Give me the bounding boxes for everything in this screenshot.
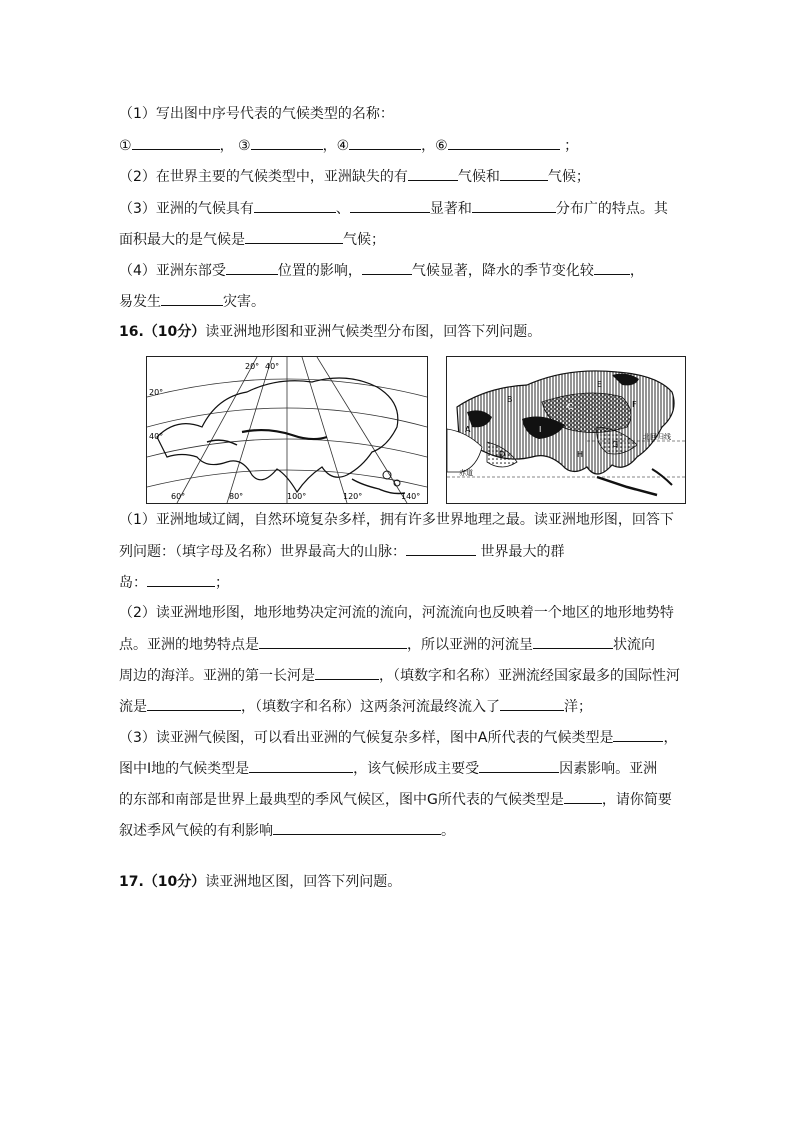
q17-heading	[119, 872, 401, 892]
q15-part4-cont: 易发生 灾害。	[119, 291, 265, 312]
blank-largest-archipelago[interactable]	[147, 572, 215, 587]
map1-bottom-label-0: 60°	[171, 492, 186, 501]
blank-longest-river[interactable]	[315, 665, 379, 680]
climate-label-g: G	[612, 440, 619, 449]
map1-bottom-label-4: 140°	[401, 492, 421, 501]
q16-part3-line1: （3）读亚洲气候图，可以看出亚洲的气候复杂多样，图中A所代表的气候类型是 ，	[119, 727, 677, 748]
q16-part2-line2: 点。亚洲的地势特点是 ，所以亚洲的河流呈 状流向	[119, 634, 655, 655]
blank-feature-3[interactable]	[472, 198, 556, 213]
q15-part3-cont: 面积最大的是气候是 气候；	[119, 229, 385, 250]
marker-6: ⑥	[435, 138, 448, 154]
blank-ocean[interactable]	[500, 696, 564, 711]
blank-river-pattern[interactable]	[533, 634, 613, 649]
map1-left-label-1: 40°	[149, 432, 164, 441]
topography-map-graphic	[147, 357, 427, 503]
climate-label-c: C	[567, 402, 573, 411]
climate-label-b: B	[507, 395, 513, 404]
q16-part1-line2: 列问题：（填字母及名称）世界最高大的山脉： 世界最大的群	[119, 541, 564, 562]
blank-terrain-feature[interactable]	[259, 634, 407, 649]
q15-part2: （2）在世界主要的气候类型中，亚洲缺失的有 气候和 气候；	[119, 166, 590, 187]
blank-climate-a[interactable]	[613, 727, 663, 742]
climate-label-f: F	[632, 400, 637, 409]
q16-part3-line3: 的东部和南部是世界上最典型的季风气候区，图中G所代表的气候类型是 ，请你简要	[119, 789, 672, 810]
blank-variation[interactable]	[594, 260, 630, 275]
blank-climate-type[interactable]	[362, 260, 412, 275]
blank-feature-2[interactable]	[350, 198, 430, 213]
tropic-label: 北回归线	[643, 433, 671, 441]
q16-part1-line3: 岛： ；	[119, 572, 229, 593]
map1-bottom-label-1: 80°	[229, 492, 244, 501]
q16-heading	[119, 322, 541, 342]
blank-climate-4[interactable]	[349, 135, 421, 150]
marker-4: ④	[336, 138, 350, 154]
climate-label-e: E	[597, 380, 603, 389]
climate-label-a: A	[465, 425, 471, 434]
climate-label-d: D	[499, 450, 506, 459]
q15-part4: （4）亚洲东部受 位置的影响， 气候显著，降水的季节变化较 ，	[119, 260, 644, 281]
q16-part3-line2: 图中Ⅰ地的气候类型是 ，该气候形成主要受 因素影响。亚洲	[119, 758, 657, 779]
q16-part1-line1: （1）亚洲地域辽阔，自然环境复杂多样，拥有许多世界地理之最。读亚洲地形图，回答下	[119, 512, 674, 528]
map1-left-label-0: 20°	[149, 388, 164, 397]
blank-position[interactable]	[226, 260, 278, 275]
asia-climate-map	[446, 356, 686, 504]
map1-top-label-1: 40°	[265, 362, 280, 371]
q16-part2-line4: 流是 ，（填数字和名称）这两条河流最终流入了 洋；	[119, 696, 592, 717]
blank-climate-i[interactable]	[249, 758, 353, 773]
q16-part2-line1: （2）读亚洲地形图，地形地势决定河流的流向，河流流向也反映着一个地区的地形地势特	[119, 605, 674, 621]
blank-monsoon-benefit[interactable]	[273, 820, 441, 835]
blank-missing-2[interactable]	[500, 166, 548, 181]
q17-number: 17.（10分）	[119, 874, 206, 890]
blank-disaster[interactable]	[161, 291, 223, 306]
q16-part2-line3: 周边的海洋。亚洲的第一长河是 ，（填数字和名称）亚洲流经国家最多的国际性河	[119, 665, 680, 686]
q16-part3-line4: 叙述季风气候的有利影响 。	[119, 820, 455, 841]
climate-label-h: H	[577, 450, 584, 459]
q15-answer-row: ① ， ③ ，④ ，⑥ ；	[119, 135, 578, 156]
q15-part1: （1）写出图中序号代表的气候类型的名称：	[119, 106, 394, 122]
climate-map-graphic	[447, 357, 685, 503]
q17-title: 读亚洲地区图，回答下列问题。	[205, 874, 402, 890]
marker-1: ①	[119, 138, 132, 154]
map1-top-label-0: 20°	[245, 362, 260, 371]
blank-climate-1[interactable]	[132, 135, 220, 150]
blank-missing-1[interactable]	[408, 166, 458, 181]
q15-part3: （3）亚洲的气候具有 、 显著和 分布广的特点。其	[119, 198, 668, 219]
blank-climate-6[interactable]	[448, 135, 560, 150]
blank-largest-climate[interactable]	[245, 229, 343, 244]
blank-climate-3[interactable]	[251, 135, 323, 150]
blank-climate-factor[interactable]	[479, 758, 559, 773]
q16-number: 16.（10分）	[119, 324, 206, 340]
marker-3: ③	[238, 138, 251, 154]
blank-international-river[interactable]	[147, 696, 241, 711]
blank-climate-g[interactable]	[564, 789, 602, 804]
equator-label: 赤道	[459, 469, 473, 477]
map1-bottom-label-3: 120°	[343, 492, 363, 501]
map1-bottom-label-2: 100°	[287, 492, 307, 501]
asia-topography-map	[146, 356, 428, 504]
q16-title: 读亚洲地形图和亚洲气候类型分布图，回答下列问题。	[205, 324, 542, 340]
blank-highest-mountain[interactable]	[406, 541, 476, 556]
climate-label-i: Ⅰ	[539, 425, 542, 434]
blank-feature-1[interactable]	[254, 198, 336, 213]
